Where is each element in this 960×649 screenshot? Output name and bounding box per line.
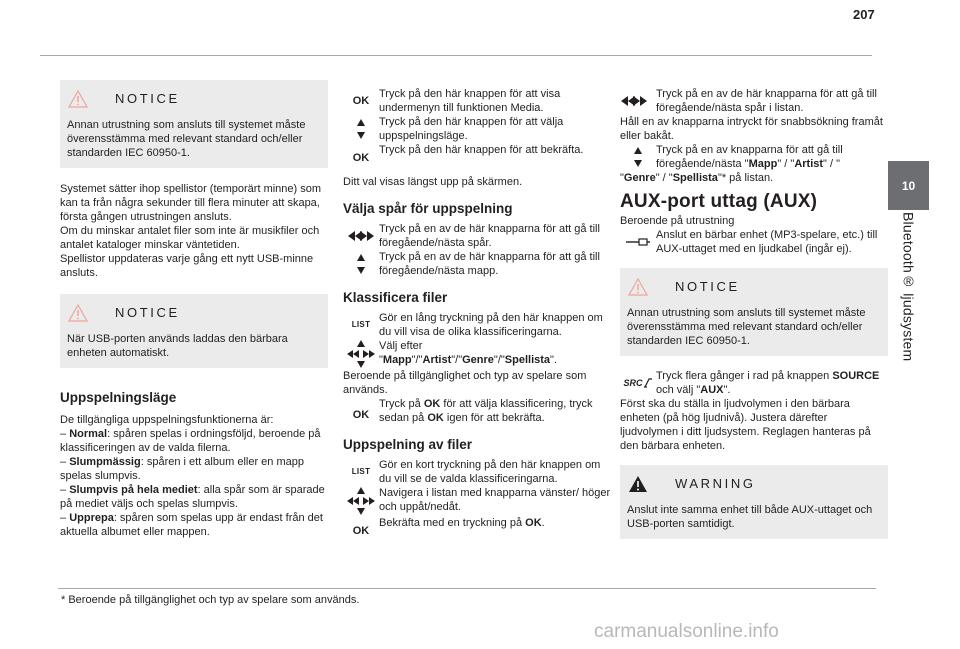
instruction-text: Tryck på en av de här knapparna för att gå till föregående/nästa mapp. [379, 251, 600, 277]
notice-box-2 [60, 294, 328, 368]
warning-label: WARNING [675, 476, 756, 491]
notice-text: När USB-porten används laddas den bärbara enheten automatiskt. [67, 333, 288, 359]
heading-select-track: Välja spår för uppspelning [343, 201, 513, 216]
instruction-row [343, 87, 611, 115]
paragraph-waittime: Om du minskar antalet filer som inte är musikfiler och antalet kataloger minskar väntetiden. [60, 225, 320, 251]
up-down-arrows-icon [620, 143, 656, 171]
paragraph-hold: Håll en av knapparna intryckt för snabbsökning framåt eller bakåt. [620, 116, 883, 142]
column-2 [343, 87, 611, 538]
four-way-arrows-icon [343, 486, 379, 516]
column-1 [60, 80, 328, 539]
notice-box-3 [620, 268, 888, 356]
instruction-text: Bekräfta med en tryckning på OK. [379, 517, 545, 529]
warning-text: Anslut inte samma enhet till både AUX-uttaget och USB-porten samtidigt. [627, 504, 873, 530]
paragraph-shown: Ditt val visas längst upp på skärmen. [343, 176, 523, 188]
instruction-text: Navigera i listan med knapparna vänster/ höger och uppåt/nedåt. [379, 487, 611, 513]
four-way-arrows-icon [343, 339, 379, 369]
list-button-icon: LIST [351, 467, 371, 476]
instruction-text: Tryck på OK för att välja klassificering, tryck sedan på OK igen för att bekräfta. [379, 398, 593, 424]
instruction-row [343, 516, 611, 538]
instruction-text: Gör en lång tryckning på den här knappen om du vill visa de olika klassificeringarna. [379, 312, 603, 338]
warning-box [620, 465, 888, 539]
heading-aux: AUX-port uttag (AUX) [620, 191, 818, 212]
footnote: * Beroende på tillgänglighet och typ av spelare som används. [61, 594, 360, 606]
heading-classify: Klassificera filer [343, 290, 448, 305]
up-down-arrows-icon [343, 250, 379, 278]
paragraph-genre: "Genre" / "Spellista"* på listan. [620, 172, 774, 184]
paragraph-volume: Först ska du ställa in ljudvolymen i den bärbara enheten (på hög ljudnivå). Justera därefter ljudvolymen i ditt ljudsystem. Reglagen hanteras på den bärbara enheten. [620, 398, 871, 452]
up-down-arrows-icon [343, 115, 379, 143]
mode-random: – Slumpmässig: spåren i ett album eller en mapp spelas slumpvis. [60, 456, 304, 482]
instruction-row [343, 222, 611, 250]
instruction-text: Tryck på den här knappen för att bekräfta. [379, 144, 584, 156]
mode-normal: – Normal: spåren spelas i ordningsföljd, beroende på klassificeringen av de valda filerna. [60, 428, 321, 454]
mode-random-all: – Slumpvis på hela mediet: alla spår som är sparade på mediet väljs och spelas slumpvis. [60, 484, 325, 510]
instruction-row [343, 311, 611, 339]
instruction-text: Tryck på en av de här knapparna för att gå till föregående/nästa spår i listan. [656, 88, 877, 114]
warning-triangle-icon [627, 277, 649, 297]
instruction-row [343, 143, 611, 165]
ok-button-icon: OK [352, 525, 370, 537]
mode-repeat: – Upprepa: spåren som spelas upp är endast från det aktuella albumet eller mappen. [60, 512, 323, 538]
top-divider [40, 55, 872, 56]
instruction-row [343, 397, 611, 425]
source-button-icon: SRC [620, 369, 656, 397]
ok-button-icon: OK [352, 409, 370, 421]
left-right-arrows-icon [343, 222, 379, 250]
chapter-tab[interactable]: 10 [888, 161, 929, 210]
warning-triangle-icon [67, 303, 89, 323]
paragraph-update: Spellistor uppdateras varje gång ett nytt USB-minne ansluts. [60, 253, 314, 279]
warning-triangle-icon [627, 474, 649, 494]
notice-box-1 [60, 80, 328, 168]
warning-triangle-icon [67, 89, 89, 109]
instruction-row [343, 250, 611, 278]
watermark: carmanualsonline.info [594, 621, 779, 642]
instruction-text: Tryck flera gånger i rad på knappen SOURCE och välj "AUX". [656, 370, 880, 396]
paragraph-intro: De tillgängliga uppspelningsfunktionerna är: [60, 414, 274, 426]
instruction-text: Tryck på en av de här knapparna för att gå till föregående/nästa spår. [379, 223, 600, 249]
instruction-row [620, 228, 888, 256]
paragraph-playlists: Systemet sätter ihop spellistor (temporärt minne) som kan ta från några sekunder till flera minuter att skapa, första gången utrustningen ansluts. [60, 183, 322, 223]
instruction-text: Anslut en bärbar enhet (MP3-spelare, etc.) till AUX-uttaget med en ljudkabel (ingår ej). [656, 229, 878, 255]
notice-label: NOTICE [115, 305, 180, 320]
chapter-title-text: Bluetooth® ljudsystem [900, 212, 917, 362]
left-right-arrows-icon [620, 87, 656, 115]
ok-button-icon: OK [352, 95, 370, 107]
instruction-text: Välj efter "Mapp"/"Artist"/"Genre"/"Spellista". [379, 340, 558, 366]
instruction-text: Tryck på en av knapparna för att gå till föregående/nästa "Mapp" / "Artist" / " [656, 144, 843, 170]
chapter-title [886, 212, 931, 422]
notice-label: NOTICE [115, 91, 180, 106]
notice-text: Annan utrustning som ansluts till systemet måste överensstämma med relevant standard och/eller standarden IEC 60950-1. [67, 119, 306, 159]
instruction-text: Tryck på den här knappen för att visa undermenyn till funktionen Media. [379, 88, 561, 114]
heading-play-files: Uppspelning av filer [343, 437, 473, 452]
footnote-divider [58, 588, 876, 589]
paragraph-availability: Beroende på tillgänglighet och typ av spelare som används. [343, 370, 587, 396]
jack-plug-icon [620, 228, 656, 256]
instruction-row [620, 369, 888, 397]
notice-label: NOTICE [675, 279, 740, 294]
instruction-row [620, 143, 888, 171]
instruction-text: Tryck på den här knappen för att välja uppspelningsläge. [379, 116, 564, 142]
instruction-text: Gör en kort tryckning på den här knappen om du vill se de valda klassificeringarna. [379, 459, 601, 485]
instruction-row [620, 87, 888, 115]
paragraph-equipment: Beroende på utrustning [620, 215, 735, 227]
instruction-row [343, 486, 611, 516]
list-button-icon: LIST [351, 320, 371, 329]
notice-text: Annan utrustning som ansluts till systemet måste överensstämma med relevant standard och/eller standarden IEC 60950-1. [627, 307, 866, 347]
ok-button-icon: OK [352, 152, 370, 164]
instruction-row [343, 458, 611, 486]
page-number: 207 [853, 7, 875, 22]
instruction-row [343, 339, 611, 369]
column-3 [620, 87, 888, 539]
instruction-row [343, 115, 611, 143]
heading-playback-mode: Uppspelningsläge [60, 390, 177, 405]
